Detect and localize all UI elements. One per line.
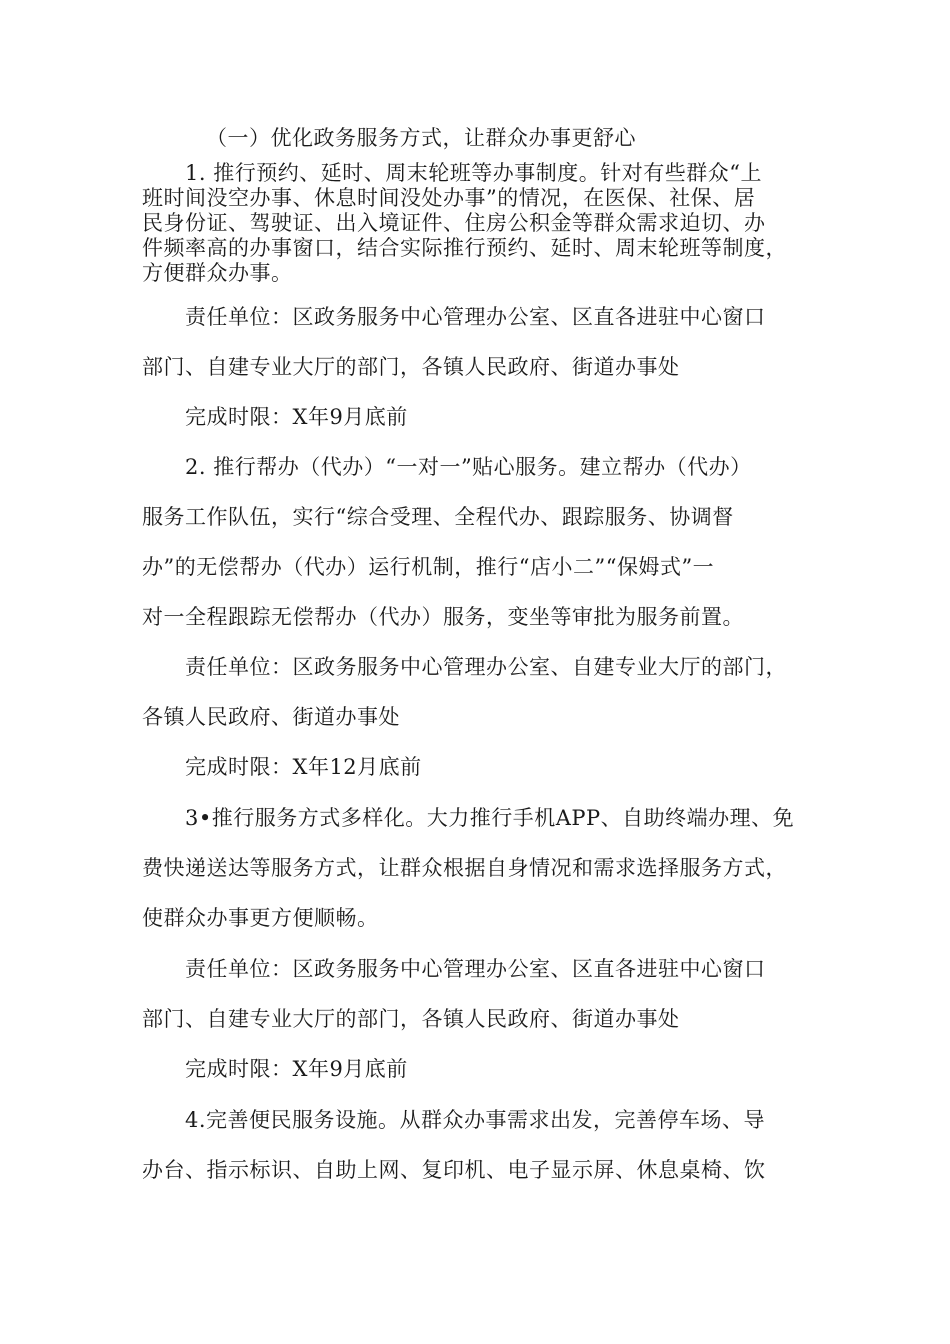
- item3-responsible-2: 部门、自建专业大厅的部门，各镇人民政府、街道办事处: [142, 1007, 680, 1031]
- item3-line-2: 费快递送达等服务方式，让群众根据自身情况和需求选择服务方式，: [142, 856, 787, 880]
- item2-line-2: 服务工作队伍，实行“综合受理、全程代办、跟踪服务、协调督: [142, 505, 734, 529]
- section-heading: （一）优化政务服务方式，让群众办事更舒心: [206, 126, 636, 150]
- item1-line-5: 方便群众办事。: [142, 261, 293, 285]
- item3-responsible-1: 责任单位：区政务服务中心管理办公室、区直各进驻中心窗口: [185, 957, 766, 981]
- item4-line-1: 4.完善便民服务设施。从群众办事需求出发，完善停车场、导: [185, 1108, 766, 1132]
- item3-line-3: 使群众办事更方便顺畅。: [142, 906, 379, 930]
- item2-line-3: 办”的无偿帮办（代办）运行机制，推行“店小二”“保姆式”一: [142, 555, 715, 579]
- item2-line-4: 对一全程跟踪无偿帮办（代办）服务，变坐等审批为服务前置。: [142, 605, 744, 629]
- item1-line-2: 班时间没空办事、休息时间没处办事”的情况，在医保、社保、居: [142, 186, 756, 210]
- item4-line-2: 办台、指示标识、自助上网、复印机、电子显示屏、休息桌椅、饮: [142, 1158, 766, 1182]
- item3-line-1: 3•推行服务方式多样化。大力推行手机APP、自助终端办理、免: [185, 806, 795, 830]
- item1-responsible-2: 部门、自建专业大厅的部门，各镇人民政府、街道办事处: [142, 355, 680, 379]
- item2-responsible-2: 各镇人民政府、街道办事处: [142, 705, 400, 729]
- item1-line-1: 1. 推行预约、延时、周末轮班等办事制度。针对有些群众“上: [185, 161, 762, 185]
- item1-line-4: 件频率高的办事窗口，结合实际推行预约、延时、周末轮班等制度，: [142, 236, 787, 260]
- item1-responsible-1: 责任单位：区政务服务中心管理办公室、区直各进驻中心窗口: [185, 305, 766, 329]
- item3-deadline: 完成时限：X年9月底前: [185, 1057, 408, 1081]
- item2-line-1: 2. 推行帮办（代办）“一对一”贴心服务。建立帮办（代办）: [185, 455, 752, 479]
- item2-deadline: 完成时限：X年12月底前: [185, 755, 422, 779]
- item1-line-3: 民身份证、驾驶证、出入境证件、住房公积金等群众需求迫切、办: [142, 211, 766, 235]
- item2-responsible-1: 责任单位：区政务服务中心管理办公室、自建专业大厅的部门，: [185, 655, 787, 679]
- item1-deadline: 完成时限：X年9月底前: [185, 405, 408, 429]
